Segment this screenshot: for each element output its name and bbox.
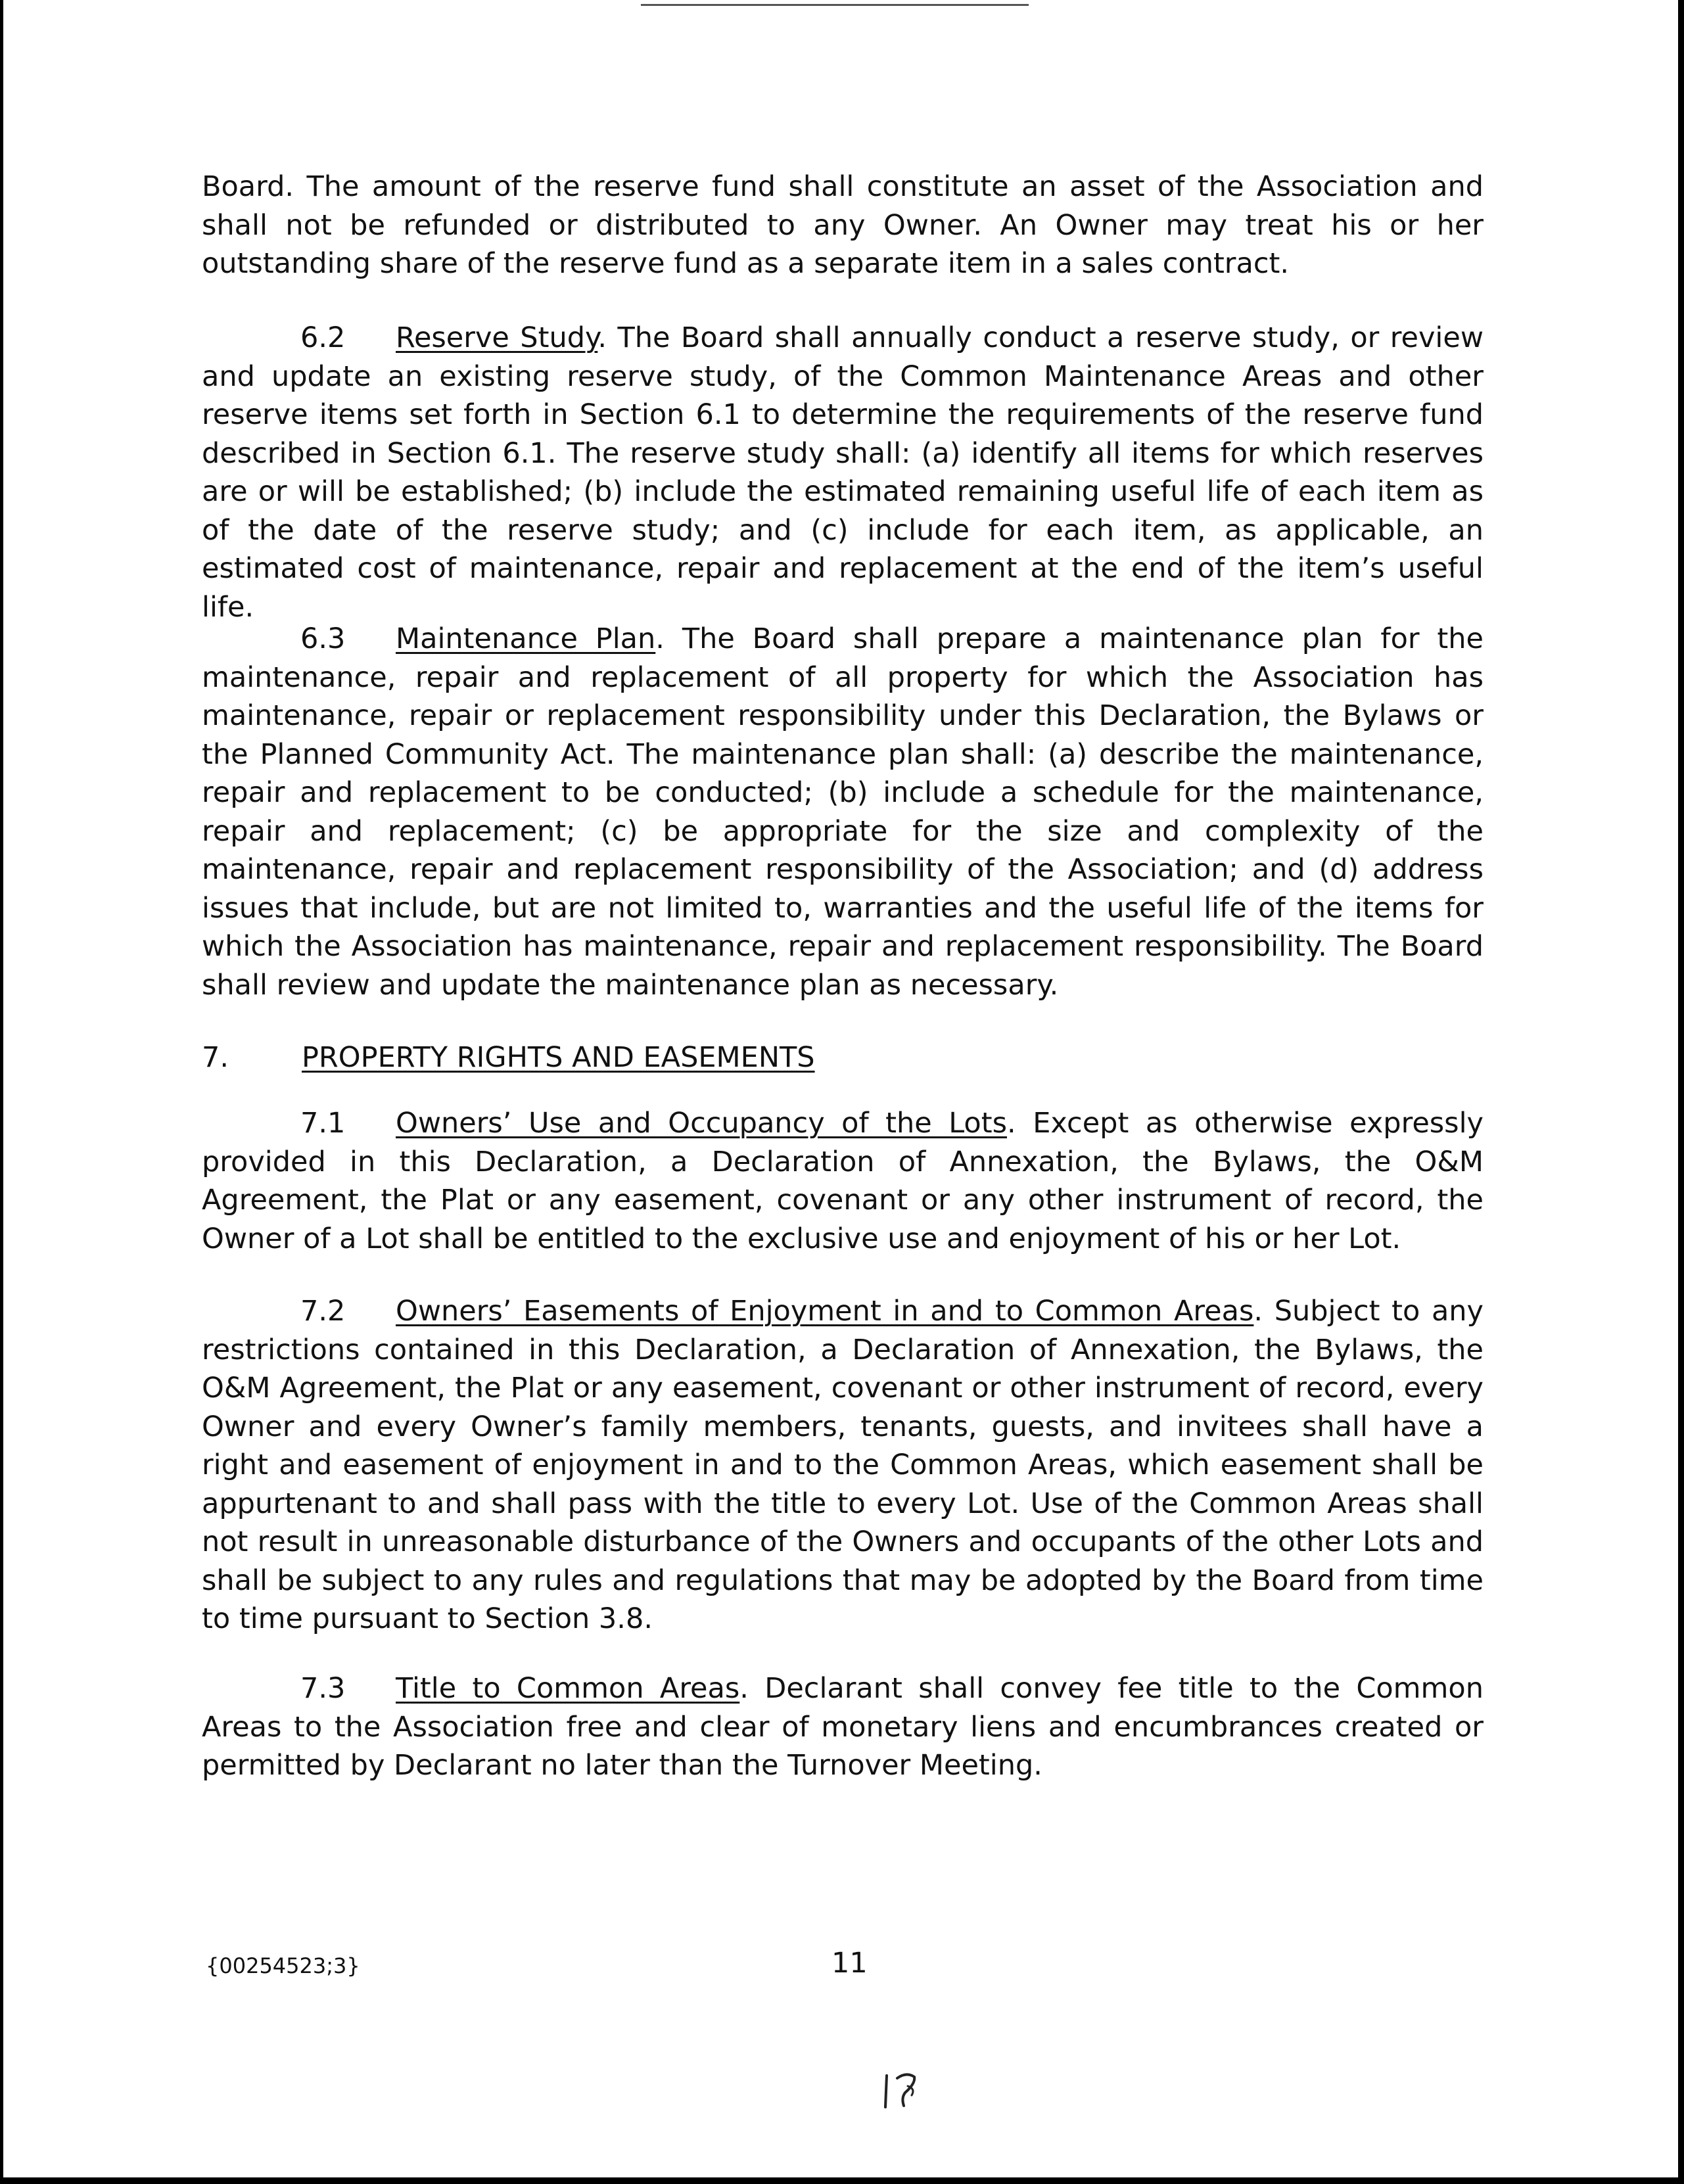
paragraph-7-2-text: . Subject to any restrictions contained in this Declaration, a Declaration of Annexation, the Bylaws, the O&M Agreement, the Plat or any easement, covenant or other instrument of record, every Owner and every Owner’s family members, tenants, guests, and invitees shall have a right and easement of enjoyment in and to the Common Areas, which easement shall be appurtenant to and shall pass with the title to every Lot. Use of the Common Areas shall not result in unreasonable disturbance of the Owners and occupants of the other Lots and shall be subject to any rules and regulations that may be adopted by the Board from time to time pursuant to Section 3.8. [202, 1295, 1484, 1635]
paragraph-6-3 [202, 620, 1484, 1004]
heading-maintenance-plan: Maintenance Plan [396, 622, 656, 655]
paragraph-6-3-text: . The Board shall prepare a maintenance plan for the maintenance, repair and replacement of all property for which the Association has maintenance, repair or replacement responsibility under this Declaration, the Bylaws or the Planned Community Act. The maintenance plan shall: (a) describe the maintenance, repair and replacement to be conducted; (b) include a schedule for the maintenance, repair and replacement; (c) be appropriate for the size and complexity of the maintenance, repair and replacement responsibility of the Association; and (d) address issues that include, but are not limited to, warranties and the useful life of the items for which the Association has maintenance, repair and replacement responsibility. The Board shall review and update the maintenance plan as necessary. [202, 622, 1484, 1002]
section-number-6-2: 6.2 [300, 321, 346, 354]
section-number-6-3: 6.3 [300, 622, 346, 655]
paragraph-7-2 [202, 1292, 1484, 1638]
paragraph-board-text: Board. The amount of the reserve fund shall constitute an asset of the Association and shall not be refunded or distributed to any Owner. An Owner may treat his or her outstanding share of the reserve fund as a separate item in a sales contract. [202, 170, 1484, 280]
paragraph-7-1 [202, 1104, 1484, 1258]
top-rule [641, 4, 1029, 6]
section-number-7-2: 7.2 [300, 1295, 346, 1328]
heading-owners-easements: Owners’ Easements of Enjoyment in and to Common Areas [396, 1295, 1254, 1328]
paragraph-7-3-text: . Declarant shall convey fee title to the Common Areas to the Association free and clear of monetary liens and encumbrances created or permitted by Declarant no later than the Turnover Meeting. [202, 1672, 1484, 1782]
paragraph-7-3 [202, 1669, 1484, 1785]
heading-reserve-study: Reserve Study [396, 321, 598, 354]
paragraph-6-2 [202, 319, 1484, 626]
paragraph-7-1-text: . Except as otherwise expressly provided in this Declaration, a Declaration of Annexation, the Bylaws, the O&M Agreement, the Plat or any easement, covenant or any other instrument of record, the Owner of a Lot shall be entitled to the exclusive use and enjoyment of his or her Lot. [202, 1107, 1484, 1255]
section-7-heading [202, 1038, 815, 1077]
handwritten-page-mark [881, 2069, 927, 2115]
section-number-7-1: 7.1 [300, 1107, 346, 1140]
heading-owners-use: Owners’ Use and Occupancy of the Lots [396, 1107, 1007, 1140]
document-id: {00254523;3} [206, 1953, 360, 1978]
paragraph-board [202, 168, 1484, 283]
paragraph-6-2-text: . The Board shall annually conduct a reserve study, or review and update an existing reserve study, of the Common Maintenance Areas and other reserve items set forth in Section 6.1 to determine the requirements of the reserve fund described in Section 6.1. The reserve study shall: (a) identify all items for which reserves are or will be established; (b) include the estimated remaining useful life of each item as of the date of the reserve study; and (c) include for each item, as applicable, an estimated cost of maintenance, repair and replacement at the end of the item’s useful life. [202, 321, 1484, 624]
section-number-7: 7. [202, 1041, 229, 1074]
section-number-7-3: 7.3 [300, 1672, 346, 1705]
heading-title-common-areas: Title to Common Areas [396, 1672, 740, 1705]
page-number: 11 [831, 1947, 868, 1980]
section-7-title: PROPERTY RIGHTS AND EASEMENTS [302, 1041, 815, 1074]
